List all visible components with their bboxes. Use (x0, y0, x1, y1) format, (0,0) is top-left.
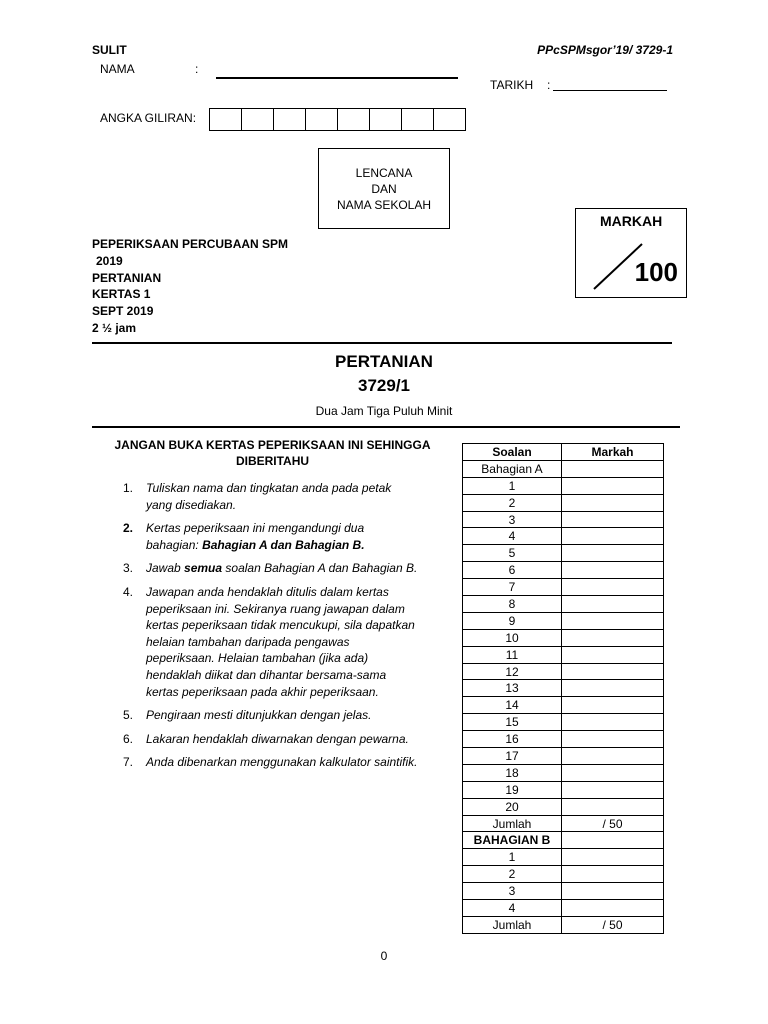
page-number: 0 (380, 949, 388, 963)
exam-info-line: 2 ½ jam (92, 320, 137, 335)
table-row (463, 714, 664, 731)
subject-title: PERTANIAN (335, 352, 433, 371)
table-row (463, 697, 664, 714)
question-number-cell: 18 (463, 764, 562, 781)
question-number-cell: 1 (463, 849, 562, 866)
lencana-box (318, 148, 450, 229)
giliran-box[interactable] (209, 108, 242, 131)
question-number-cell: 12 (463, 663, 562, 680)
question-number-cell: 4 (463, 900, 562, 917)
table-row (463, 866, 664, 883)
table-row (463, 646, 664, 663)
marks-cell[interactable] (562, 528, 664, 545)
instruction-text: Anda dibenarkan menggunakan kalkulator saintifik. (146, 755, 418, 770)
instruction-text: Tuliskan nama dan tingkatan anda pada petak yang disediakan. (146, 481, 392, 512)
question-number-cell: 6 (463, 562, 562, 579)
marks-cell[interactable] (562, 663, 664, 680)
instruction-text: Lakaran hendaklah diwarnakan dengan pewarna. (146, 731, 409, 746)
table-row (463, 511, 664, 528)
instruction-item (118, 754, 418, 771)
total-label: Jumlah (463, 815, 562, 832)
table-row (463, 731, 664, 748)
instructions-list (118, 480, 418, 778)
markah-box (575, 208, 687, 298)
instruction-text: Pengiraan mesti ditunjukkan dengan jelas. (146, 708, 372, 723)
table-row (463, 477, 664, 494)
marks-cell[interactable] (562, 579, 664, 596)
score-table-body (463, 460, 664, 933)
section-b-blank (562, 832, 664, 849)
question-number-cell: 8 (463, 596, 562, 613)
angka-giliran-label: ANGKA GILIRAN: (100, 111, 197, 125)
instruction-item (118, 707, 418, 724)
divider-bottom (92, 426, 680, 428)
question-number-cell: 3 (463, 883, 562, 900)
marks-cell[interactable] (562, 883, 664, 900)
question-number-cell: 14 (463, 697, 562, 714)
question-number-cell: 1 (463, 477, 562, 494)
giliran-box[interactable] (305, 108, 338, 131)
score-table (462, 443, 664, 934)
table-row (463, 798, 664, 815)
marks-cell[interactable] (562, 612, 664, 629)
marks-cell[interactable] (562, 646, 664, 663)
col-markah-header: Markah (562, 444, 664, 461)
instruction-item (118, 520, 418, 553)
question-number-cell: 17 (463, 748, 562, 765)
duration-text: Dua Jam Tiga Puluh Minit (315, 404, 453, 418)
question-number-cell: 5 (463, 545, 562, 562)
question-number-cell: 19 (463, 781, 562, 798)
question-number-cell: 4 (463, 528, 562, 545)
marks-cell[interactable] (562, 680, 664, 697)
marks-cell[interactable] (562, 798, 664, 815)
giliran-box[interactable] (433, 108, 466, 131)
instruction-bold-text: Bahagian A dan Bahagian B. (202, 537, 365, 552)
question-number-cell: 15 (463, 714, 562, 731)
exam-info-line: KERTAS 1 (92, 287, 151, 302)
instruction-number: 2. (123, 521, 134, 536)
table-row (463, 900, 664, 917)
marks-cell[interactable] (562, 764, 664, 781)
table-row (463, 528, 664, 545)
question-number-cell: 2 (463, 494, 562, 511)
marks-cell[interactable] (562, 849, 664, 866)
markah-total: 100 (634, 257, 678, 287)
marks-cell[interactable] (562, 714, 664, 731)
giliran-box[interactable] (241, 108, 274, 131)
section-b-total-row (463, 916, 664, 933)
question-number-cell: 20 (463, 798, 562, 815)
sulit-label: SULIT (92, 43, 127, 57)
exam-info-line: 2019 (96, 253, 123, 268)
instruction-number: 7. (123, 755, 134, 770)
nama-field-line[interactable] (216, 77, 458, 79)
table-row (463, 494, 664, 511)
lencana-line2: DAN (371, 181, 397, 196)
marks-cell[interactable] (562, 900, 664, 917)
giliran-box[interactable] (401, 108, 434, 131)
instruction-number: 5. (123, 708, 134, 723)
table-row (463, 748, 664, 765)
section-b-row (463, 832, 664, 849)
instruction-number: 3. (123, 561, 134, 576)
marks-cell[interactable] (562, 545, 664, 562)
question-number-cell: 3 (463, 511, 562, 528)
table-row (463, 849, 664, 866)
total-value: / 50 (562, 916, 664, 933)
instruction-item (118, 584, 418, 700)
nama-label: NAMA (100, 62, 135, 76)
exam-info (92, 236, 288, 337)
table-row (463, 612, 664, 629)
angka-giliran-boxes[interactable] (210, 108, 466, 131)
question-number-cell: 9 (463, 612, 562, 629)
instruction-number: 1. (123, 481, 134, 495)
marks-cell[interactable] (562, 697, 664, 714)
giliran-box[interactable] (369, 108, 402, 131)
instruction-bold-text: semua (184, 561, 223, 576)
col-soalan-header: Soalan (463, 444, 562, 461)
section-b-label: BAHAGIAN B (463, 832, 562, 849)
table-header-row (463, 444, 664, 461)
marks-cell[interactable] (562, 511, 664, 528)
table-row (463, 579, 664, 596)
exam-info-line: SEPT 2019 (92, 304, 154, 319)
question-number-cell: 13 (463, 680, 562, 697)
question-number-cell: 16 (463, 731, 562, 748)
exam-info-line: PEPERIKSAAN PERCUBAAN SPM (92, 237, 289, 251)
instruction-item (118, 560, 418, 577)
nama-colon: : (195, 62, 199, 76)
marks-cell[interactable] (562, 494, 664, 511)
lencana-line3: NAMA SEKOLAH (336, 197, 432, 212)
table-row (463, 629, 664, 646)
marks-cell[interactable] (562, 629, 664, 646)
table-row (463, 663, 664, 680)
section-a-total-row (463, 815, 664, 832)
marks-cell[interactable] (562, 562, 664, 579)
table-row (463, 562, 664, 579)
instruction-item (118, 731, 418, 748)
total-value: / 50 (562, 815, 664, 832)
paper-code: PPcSPMsgor’19/ 3729-1 (537, 43, 673, 57)
instructions-heading: JANGAN BUKA KERTAS PEPERIKSAAN INI SEHINGGA DIBERITAHU (114, 438, 431, 468)
question-number-cell: 10 (463, 629, 562, 646)
tarikh-field-line[interactable] (553, 90, 667, 91)
instruction-text: Jawab (146, 561, 185, 576)
question-number-cell: 2 (463, 866, 562, 883)
tarikh-colon: : (547, 78, 551, 92)
marks-cell[interactable] (562, 748, 664, 765)
markah-label: MARKAH (600, 213, 663, 229)
table-row (463, 596, 664, 613)
subject-code: 3729/1 (358, 376, 410, 395)
marks-cell[interactable] (562, 477, 664, 494)
instruction-number: 6. (123, 731, 134, 746)
instruction-number: 4. (123, 584, 134, 599)
instruction-text: Kertas peperiksaan ini mengandungi dua bahagian: (146, 521, 365, 552)
table-row (463, 680, 664, 697)
instruction-text: Jawapan anda hendaklah ditulis dalam kertas peperiksaan ini. Sekiranya ruang jawapan dalam kertas peperiksaan tidak mencukupi, sila dapatkan helaian tambahan daripada pengawas peperiksaan. Helaian tambahan (jika ada) hendaklah diikat dan dihantar bersama-sama kertas peperiksaan pada akhir peperiksaan. (146, 584, 415, 699)
marks-cell[interactable] (562, 866, 664, 883)
instruction-item (118, 480, 418, 513)
lencana-line1: LENCANA (355, 165, 413, 180)
giliran-box[interactable] (337, 108, 370, 131)
question-number-cell: 7 (463, 579, 562, 596)
table-row (463, 781, 664, 798)
total-label: Jumlah (463, 916, 562, 933)
question-number-cell: 11 (463, 646, 562, 663)
table-row (463, 764, 664, 781)
section-a-row (463, 460, 664, 477)
marks-cell[interactable] (562, 596, 664, 613)
section-a-label: Bahagian A (463, 460, 562, 477)
exam-info-line: PERTANIAN (92, 270, 162, 285)
marks-cell[interactable] (562, 731, 664, 748)
instruction-text: soalan Bahagian A dan Bahagian B. (222, 561, 418, 576)
marks-cell[interactable] (562, 781, 664, 798)
divider-top (92, 342, 672, 344)
giliran-box[interactable] (273, 108, 306, 131)
table-row (463, 883, 664, 900)
table-row (463, 545, 664, 562)
tarikh-label: TARIKH (490, 78, 534, 92)
section-a-blank (562, 460, 664, 477)
